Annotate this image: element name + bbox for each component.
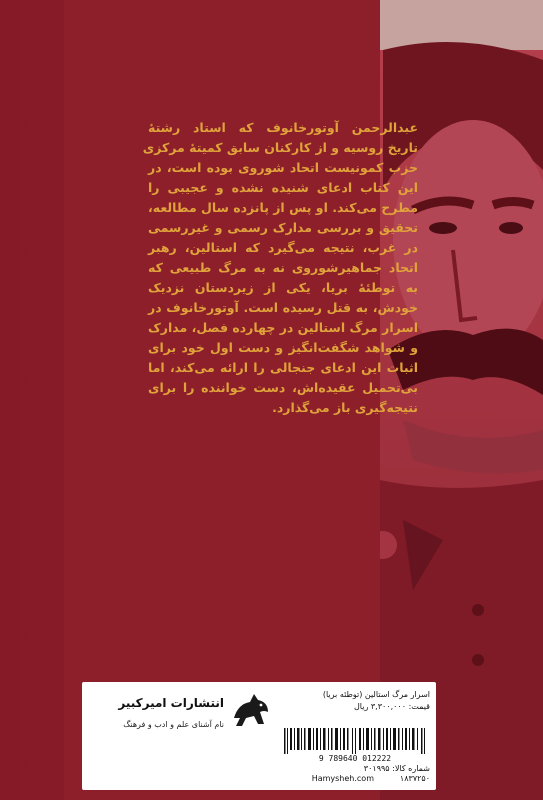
blurb-line: و شواهد شگفت‌انگیز و دست اول خود برای	[148, 340, 418, 355]
blurb-line: این کتاب ادعای شنیده نشده و عجیبی را	[148, 180, 418, 195]
publisher-tagline: نام آشنای علم و ادب و فرهنگ	[123, 720, 224, 729]
sticker-item-code: شماره کالا: ۳۰۱۹۹۵	[363, 764, 430, 773]
barcode-number: 9 789640 012222	[318, 754, 392, 763]
publisher-name: انتشارات امیرکبیر	[118, 696, 224, 710]
blurb-line: به توطئهٔ بریا، یکی از زیردستان نزدیک	[148, 280, 418, 295]
blurb-line: بی‌تحمیل عقیده‌اش، دست خواننده را برای	[148, 380, 418, 395]
sticker-title: اسرار مرگ استالین (توطئه بریا)	[322, 690, 430, 699]
blurb-line: حزب کمونیست اتحاد شوروی بوده است، در	[148, 160, 418, 175]
blurb-line: عبدالرحمن آوتورخانوف که استاد رشتهٔ	[148, 120, 418, 135]
blurb-line: اثبات این ادعای جنجالی را ارائه می‌کند، اما	[148, 360, 418, 375]
book-description	[142, 118, 418, 418]
blurb-line: تاریخ روسیه و از کارکنان سابق کمیتهٔ مرکزی	[142, 140, 418, 155]
sticker-extra-code: ۱۸۳۷۲۵۰	[399, 774, 430, 783]
blurb-line: اتحاد جماهیرشوروی نه به مرگ طبیعی که	[148, 260, 418, 275]
blurb-line: خودش، به قتل رسیده است. آوتورخانوف در	[148, 300, 418, 315]
sticker-price: قیمت: ۳,۳۰۰,۰۰۰ ریال	[353, 702, 430, 711]
barcode-image	[282, 728, 428, 754]
blurb-line: تحقیق و بررسی مدارک رسمی و غیررسمی	[148, 220, 418, 235]
blurb-line: در غرب، نتیجه می‌گیرد که استالین، رهبر	[148, 240, 418, 255]
publisher-horse-logo-icon	[228, 688, 274, 734]
publisher-label	[82, 682, 436, 790]
price-sticker	[278, 688, 434, 786]
blurb-line: اسرار مرگ استالین در چهارده فصل، مدارک	[148, 320, 418, 335]
sticker-website: Hamysheh.com	[311, 774, 374, 783]
blurb-line: مطرح می‌کند. او پس از پانزده سال مطالعه،	[148, 200, 418, 215]
blurb-line: نتیجه‌گیری باز می‌گذارد.	[272, 400, 418, 415]
